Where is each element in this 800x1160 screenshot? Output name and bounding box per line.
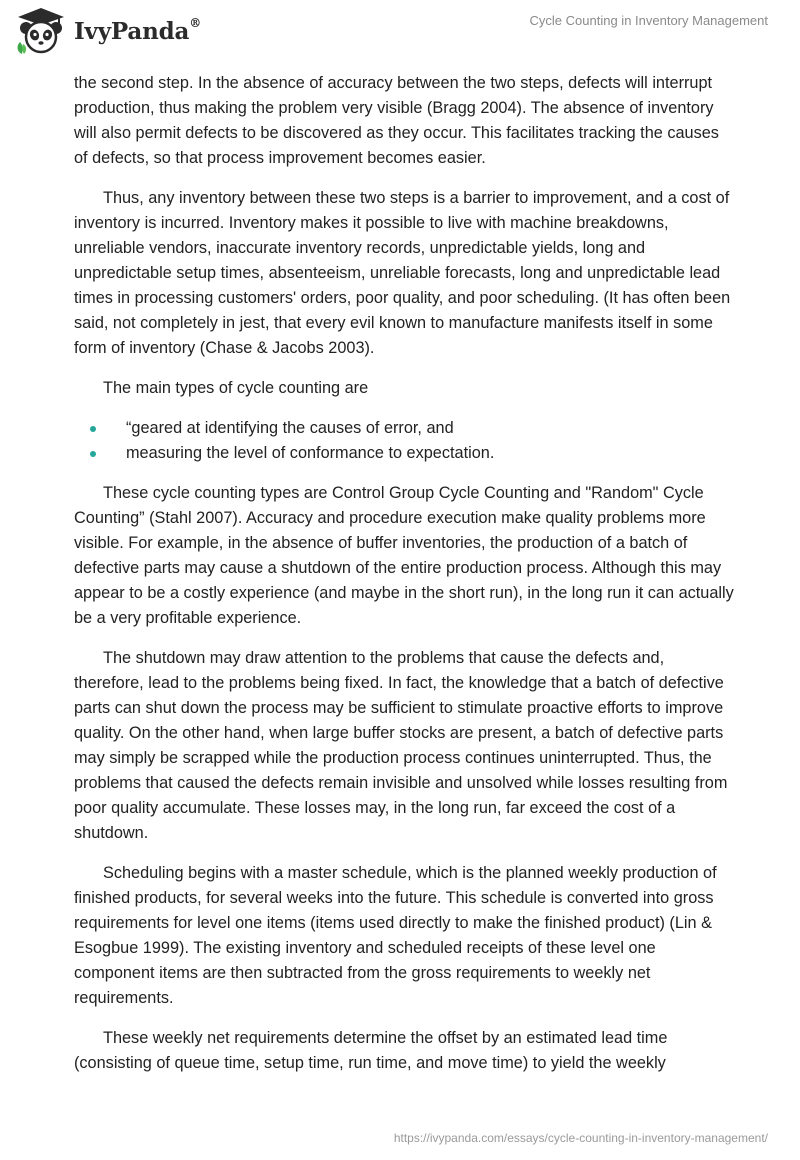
list-item-text: measuring the level of conformance to expectation. (126, 444, 495, 462)
essay-body (74, 71, 734, 1091)
list-item (74, 416, 734, 441)
bullet-icon (90, 426, 96, 432)
paragraph-4: These cycle counting types are Control Group Cycle Counting and "Random" Cycle Counting” (Stahl 2007). Accuracy and procedure execution make quality problems more visible. For example, in the absence of buffer inventories, the production of a batch of defective parts may cause a shutdown of the entire production process. Although this may appear to be a costly experience (and maybe in the short run), in the long run it can actually be a very profitable experience. (74, 484, 734, 627)
paragraph-1: the second step. In the absence of accuracy between the two steps, defects will interrupt production, thus making the problem very visible (Bragg 2004). The absence of inventory will also permit defects to be discovered as they occur. This facilitates tracking the causes of defects, so that process improvement becomes easier. (74, 74, 719, 167)
bullet-list (74, 416, 734, 466)
paragraph-5: The shutdown may draw attention to the problems that cause the defects and, therefore, lead to the problems being fixed. In fact, the knowledge that a batch of defective parts can shut down the process may be sufficient to stimulate proactive efforts to improve quality. On the other hand, when large buffer stocks are present, a batch of defective parts may simply be scrapped while the production process continues uninterrupted. Thus, the problems that caused the defects remain invisible and unsolved while losses resulting from poor quality accumulate. These losses may, in the long run, far exceed the cost of a shutdown. (74, 649, 728, 842)
source-url-link[interactable]: https://ivypanda.com/essays/cycle-counting-in-inventory-management/ (393, 1131, 768, 1145)
paragraph-3: The main types of cycle counting are (103, 379, 369, 397)
document-title: Cycle Counting in Inventory Management (529, 13, 768, 28)
list-item (74, 441, 734, 466)
panda-logo-icon (14, 6, 68, 56)
page-header (0, 0, 800, 62)
paragraph-7: These weekly net requirements determine the offset by an estimated lead time (consisting of queue time, setup time, run time, and move time) to yield the weekly (74, 1029, 668, 1072)
brand-name: IvyPanda® (74, 15, 201, 45)
bullet-icon (90, 451, 96, 457)
registered-mark: ® (189, 15, 201, 30)
paragraph-2: Thus, any inventory between these two steps is a barrier to improvement, and a cost of inventory is incurred. Inventory makes it possible to live with machine breakdowns, unreliable vendors, inaccurate inventory records, unpredictable yields, long and unpredictable setup times, absenteeism, unreliable forecasts, long and unpredictable lead times in processing customers' orders, poor quality, and poor scheduling. (It has often been said, not completely in jest, that every evil known to manufacture manifests itself in some form of inventory (Chase & Jacobs 2003). (74, 189, 731, 357)
brand-logo[interactable] (14, 6, 201, 56)
list-item-text: “geared at identifying the causes of error, and (126, 419, 454, 437)
paragraph-6: Scheduling begins with a master schedule, which is the planned weekly production of finished products, for several weeks into the future. This schedule is converted into gross requirements for level one items (items used directly to make the finished product) (Lin & Esogbue 1999). The existing inventory and scheduled receipts of these level one component items are then subtracted from the gross requirements to weekly net requirements. (74, 864, 717, 1007)
